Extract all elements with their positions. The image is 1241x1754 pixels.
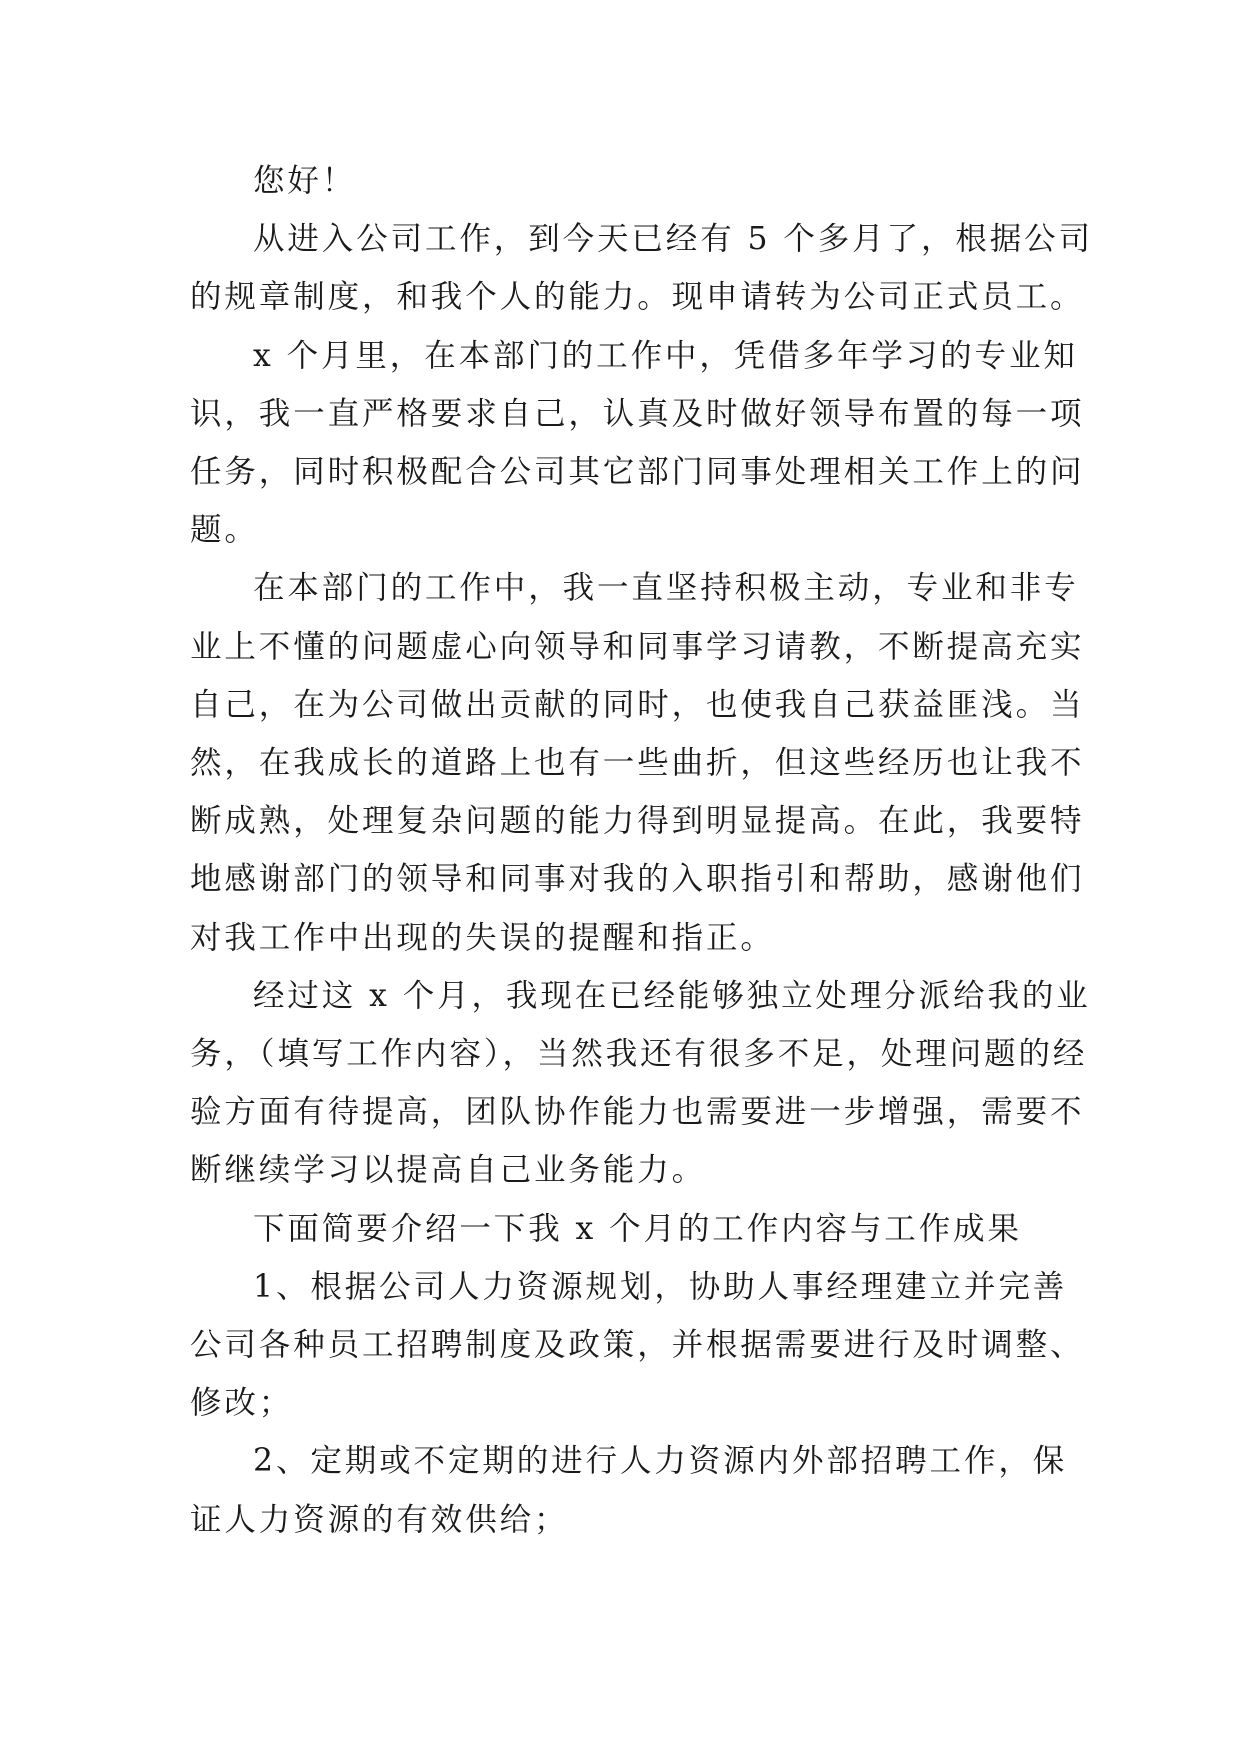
text-line: 下面简要介绍一下我 x 个月的工作内容与工作成果 — [253, 1210, 1022, 1247]
list-item-1 — [190, 1258, 1085, 1433]
text-line: 验方面有待提高，团队协作能力也需要进一步增强，需要不 — [190, 1094, 1085, 1131]
text-line: 对我工作中出现的失误的提醒和指正。 — [190, 919, 775, 956]
paragraph-intro — [190, 210, 1093, 326]
text-line: 断成熟，处理复杂问题的能力得到明显提高。在此，我要特 — [190, 803, 1085, 840]
letter-body — [190, 152, 1093, 1549]
paragraph-work-attitude — [190, 327, 1085, 560]
text-line: 在本部门的工作中，我一直坚持积极主动，专业和非专 — [253, 570, 1079, 607]
text-line: 修改； — [190, 1385, 294, 1422]
text-line: 公司各种员工招聘制度及政策，并根据需要进行及时调整、 — [190, 1327, 1085, 1364]
text-line: 然，在我成长的道路上也有一些曲折，但这些经历也让我不 — [190, 745, 1085, 782]
text-line: 自己，在为公司做出贡献的同时，也使我自己获益匪浅。当 — [190, 686, 1085, 723]
text-line: 题。 — [190, 512, 259, 549]
text-line: 务，（填写工作内容），当然我还有很多不足，处理问题的经 — [190, 1036, 1088, 1073]
greeting — [190, 152, 1050, 210]
text-line: 的规章制度，和我个人的能力。现申请转为公司正式员工。 — [190, 279, 1085, 316]
text-line: 1、根据公司人力资源规划，协助人事经理建立并完善 — [253, 1268, 1068, 1305]
text-line: 识，我一直严格要求自己，认真及时做好领导布置的每一项 — [190, 395, 1085, 432]
text-line: 任务，同时积极配合公司其它部门同事处理相关工作上的问 — [190, 454, 1085, 491]
text-line: x 个月里，在本部门的工作中，凭借多年学习的专业知 — [253, 337, 1078, 374]
text-line: 断继续学习以提高自己业务能力。 — [190, 1152, 707, 1189]
paragraph-growth — [190, 559, 1085, 966]
text-line: 地感谢部门的领导和同事对我的入职指引和帮助，感谢他们 — [190, 861, 1085, 898]
text-line: 您好！ — [253, 163, 357, 199]
text-line: 从进入公司工作，到今天已经有 5 个多月了，根据公司 — [253, 221, 1093, 258]
text-line: 2、定期或不定期的进行人力资源内外部招聘工作，保 — [253, 1443, 1068, 1480]
text-line: 业上不懂的问题虚心向领导和同事学习请教，不断提高充实 — [190, 628, 1085, 665]
text-line: 证人力资源的有效供给； — [190, 1501, 569, 1538]
paragraph-summary-heading — [190, 1200, 1050, 1258]
text-line: 经过这 x 个月，我现在已经能够独立处理分派给我的业 — [253, 977, 1091, 1014]
paragraph-self-assessment — [190, 967, 1091, 1200]
list-item-2 — [190, 1432, 1068, 1548]
